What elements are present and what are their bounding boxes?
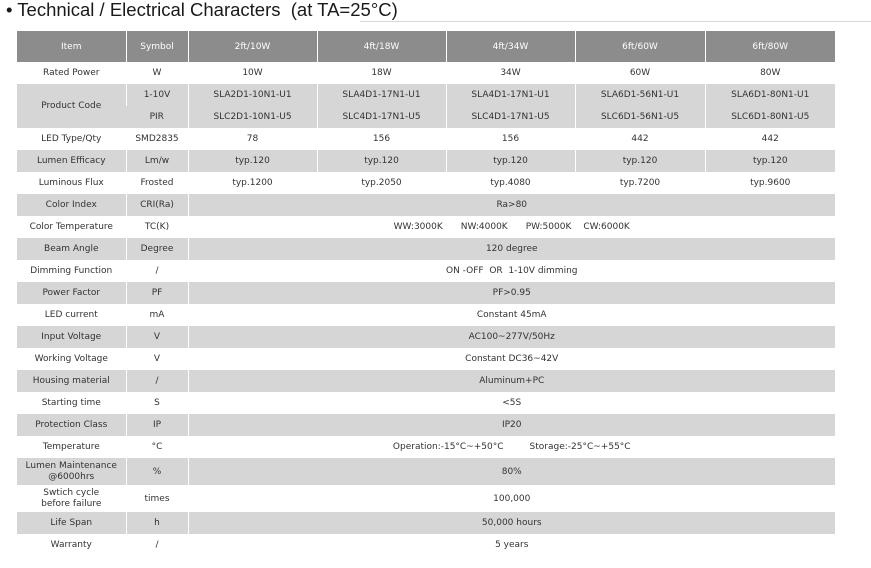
value-cell: 80%: [188, 458, 835, 485]
value-cell: typ.7200: [575, 172, 705, 194]
row-protection-class: [17, 414, 835, 436]
item-cell: Working Voltage: [17, 348, 126, 370]
row-beam-angle: [17, 238, 835, 260]
symbol-cell: /: [126, 260, 188, 282]
symbol-cell: V: [126, 326, 188, 348]
item-cell: Input Voltage: [17, 326, 126, 348]
value-cell: ON -OFF OR 1-10V dimming: [188, 260, 835, 282]
value-cell: 156: [317, 128, 446, 150]
row-lumen-efficacy: [17, 150, 835, 172]
item-cell: Color Index: [17, 194, 126, 216]
value-cell: 18W: [317, 62, 446, 84]
row-color-index: [17, 194, 835, 216]
value-cell: 100,000: [188, 485, 835, 512]
value-cell: 120 degree: [188, 238, 835, 260]
item-cell: Dimming Function: [17, 260, 126, 282]
item-cell: Temperature: [17, 436, 126, 458]
symbol-cell: CRI(Ra): [126, 194, 188, 216]
value-cell: 5 years: [188, 534, 835, 556]
item-cell: Beam Angle: [17, 238, 126, 260]
row-switch-cycle: [17, 485, 835, 512]
symbol-cell: Lm/w: [126, 150, 188, 172]
item-line: Swtich cycle: [43, 487, 100, 498]
value-cell: 34W: [446, 62, 575, 84]
row-dimming-function: [17, 260, 835, 282]
symbol-cell: TC(K): [126, 216, 188, 238]
value-cell: typ.1200: [188, 172, 317, 194]
value-cell: AC100~277V/50Hz: [188, 326, 835, 348]
value-cell: 50,000 hours: [188, 512, 835, 534]
row-rated-power: [17, 62, 835, 84]
title-divider: [360, 21, 871, 22]
symbol-cell: V: [126, 348, 188, 370]
item-cell: Lumen Efficacy: [17, 150, 126, 172]
cct-nw: NW:4000K: [460, 222, 508, 232]
row-power-factor: [17, 282, 835, 304]
symbol-cell: PF: [126, 282, 188, 304]
header-4ft-34w: 4ft/34W: [446, 31, 575, 62]
item-cell: Luminous Flux: [17, 172, 126, 194]
row-luminous-flux: [17, 172, 835, 194]
symbol-cell: W: [126, 62, 188, 84]
value-cell: SLA2D1-10N1-U1: [188, 84, 317, 106]
value-cell: 442: [705, 128, 835, 150]
value-cell: SLC4D1-17N1-U5: [317, 106, 446, 128]
row-product-code-pir: [17, 106, 835, 128]
value-cell: <5S: [188, 392, 835, 414]
value-cell: 442: [575, 128, 705, 150]
header-2ft-10w: 2ft/10W: [188, 31, 317, 62]
value-cell: PF>0.95: [188, 282, 835, 304]
storage-temperature: Storage:-25°C~+55°C: [529, 442, 631, 452]
value-cell: Constant 45mA: [188, 304, 835, 326]
value-cell: typ.9600: [705, 172, 835, 194]
item-cell: Color Temperature: [17, 216, 126, 238]
row-warranty: [17, 534, 835, 556]
value-cell: typ.120: [575, 150, 705, 172]
row-input-voltage: [17, 326, 835, 348]
row-led-current: [17, 304, 835, 326]
row-product-code-1-10v: [17, 84, 835, 106]
symbol-cell: PIR: [126, 106, 188, 128]
row-lumen-maintenance: [17, 458, 835, 485]
symbol-cell: /: [126, 534, 188, 556]
value-cell: 80W: [705, 62, 835, 84]
value-cell: Ra>80: [188, 194, 835, 216]
symbol-cell: %: [126, 458, 188, 485]
row-temperature: [17, 436, 835, 458]
row-led-type: [17, 128, 835, 150]
value-cell: Aluminum+PC: [188, 370, 835, 392]
symbol-cell: S: [126, 392, 188, 414]
value-cell: 78: [188, 128, 317, 150]
value-cell: typ.120: [446, 150, 575, 172]
symbol-cell: SMD2835: [126, 128, 188, 150]
row-working-voltage: [17, 348, 835, 370]
symbol-cell: times: [126, 485, 188, 512]
item-cell: LED Type/Qty: [17, 128, 126, 150]
item-line: @6000hrs: [48, 471, 95, 482]
item-cell: Starting time: [17, 392, 126, 414]
value-cell: typ.120: [317, 150, 446, 172]
spec-table: [17, 31, 835, 556]
value-cell: IP20: [188, 414, 835, 436]
operation-temperature: Operation:-15°C~+50°C: [392, 442, 504, 452]
value-cell: SLA6D1-80N1-U1: [705, 84, 835, 106]
cct-pw: PW:5000K: [525, 222, 572, 232]
value-cell: typ.2050: [317, 172, 446, 194]
value-cell: SLC6D1-56N1-U5: [575, 106, 705, 128]
symbol-cell: Frosted: [126, 172, 188, 194]
symbol-cell: IP: [126, 414, 188, 436]
item-cell: Product Code: [17, 84, 126, 128]
value-cell: 60W: [575, 62, 705, 84]
item-line: Lumen Maintenance: [25, 460, 117, 471]
symbol-cell: mA: [126, 304, 188, 326]
header-4ft-18w: 4ft/18W: [317, 31, 446, 62]
value-cell: Constant DC36~42V: [188, 348, 835, 370]
value-cell: SLA4D1-17N1-U1: [446, 84, 575, 106]
header-6ft-60w: 6ft/60W: [575, 31, 705, 62]
cct-ww: WW:3000K: [393, 222, 443, 232]
header-item: Item: [17, 31, 126, 62]
value-cell: SLC6D1-80N1-U5: [705, 106, 835, 128]
value-cell: [188, 436, 835, 458]
value-cell: SLA4D1-17N1-U1: [317, 84, 446, 106]
row-life-span: [17, 512, 835, 534]
item-cell: Warranty: [17, 534, 126, 556]
value-cell: SLA6D1-56N1-U1: [575, 84, 705, 106]
header-6ft-80w: 6ft/80W: [705, 31, 835, 62]
row-color-temperature: [17, 216, 835, 238]
item-line: before failure: [41, 498, 102, 509]
section-title: • Technical / Electrical Characters (at TA=25°C): [6, 0, 398, 20]
value-cell: [188, 216, 835, 238]
symbol-cell: h: [126, 512, 188, 534]
item-cell: Housing material: [17, 370, 126, 392]
value-cell: SLC2D1-10N1-U5: [188, 106, 317, 128]
value-cell: typ.120: [188, 150, 317, 172]
symbol-cell: 1-10V: [126, 84, 188, 106]
table-header-row: [17, 31, 835, 62]
row-starting-time: [17, 392, 835, 414]
item-cell: [17, 458, 126, 485]
item-cell: Rated Power: [17, 62, 126, 84]
value-cell: typ.120: [705, 150, 835, 172]
item-cell: LED current: [17, 304, 126, 326]
symbol-cell: /: [126, 370, 188, 392]
item-cell: Power Factor: [17, 282, 126, 304]
row-housing-material: [17, 370, 835, 392]
item-cell: [17, 485, 126, 512]
item-cell: Life Span: [17, 512, 126, 534]
symbol-cell: °C: [126, 436, 188, 458]
value-cell: 156: [446, 128, 575, 150]
symbol-cell: Degree: [126, 238, 188, 260]
cct-cw: CW:6000K: [583, 222, 630, 232]
item-cell: Protection Class: [17, 414, 126, 436]
value-cell: typ.4080: [446, 172, 575, 194]
value-cell: 10W: [188, 62, 317, 84]
value-cell: SLC4D1-17N1-U5: [446, 106, 575, 128]
header-symbol: Symbol: [126, 31, 188, 62]
